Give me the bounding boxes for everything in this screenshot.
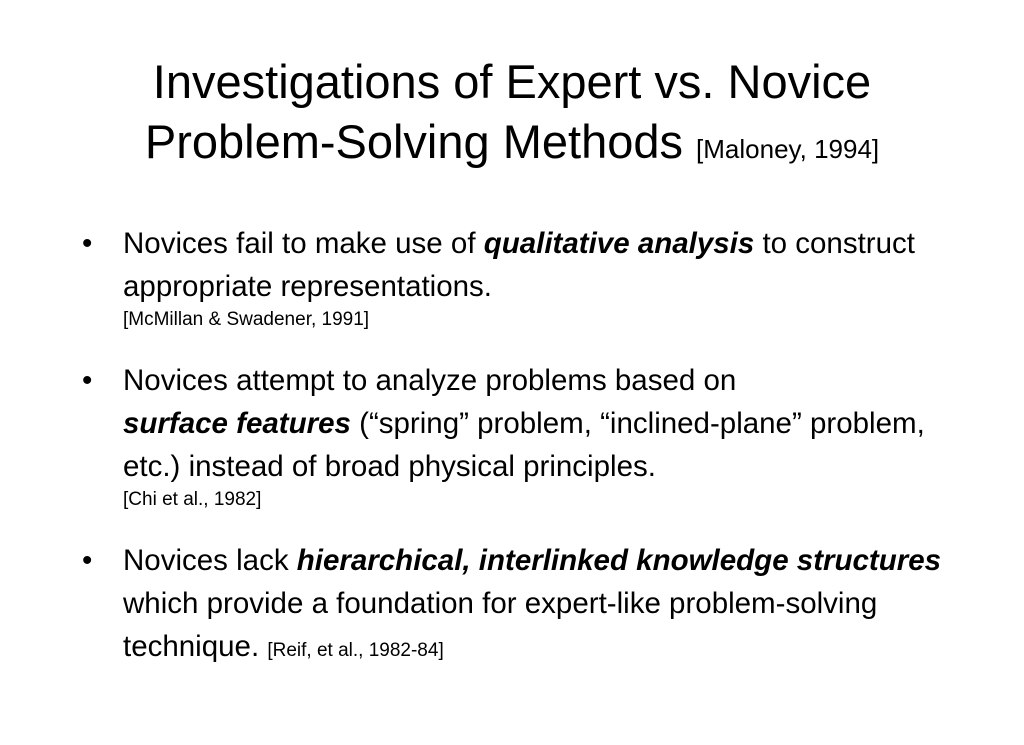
title-line-1: Investigations of Expert vs. Novice xyxy=(152,55,872,108)
bullet-text-continued: which provide a foundation for expert-like problem-solving technique. xyxy=(123,587,878,663)
bullet-marker: • xyxy=(82,364,93,397)
bullet-text-continued: (“spring” problem, “inclined-plane” problem, etc.) instead of broad physical principles. xyxy=(123,407,925,483)
bullet-text: Novices fail to make use of xyxy=(123,227,484,260)
title-line-2: Problem-Solving Methods xyxy=(144,115,683,168)
bullet-emphasis: qualitative analysis xyxy=(483,227,755,260)
bullet-text-continued: to construct appropriate representations. xyxy=(123,227,915,303)
bullet-text: Novices attempt to analyze problems based on xyxy=(123,364,737,397)
bullet-emphasis: hierarchical, interlinked knowledge structures xyxy=(296,544,942,577)
bullet-item-surface-features xyxy=(82,359,972,512)
title-citation: [Maloney, 1994] xyxy=(696,134,880,164)
slide-title xyxy=(0,52,1024,179)
bullet-item-knowledge-structures xyxy=(82,539,972,672)
bullet-marker: • xyxy=(82,227,93,260)
bullet-emphasis: surface features xyxy=(123,407,351,440)
bullet-citation: [Chi et al., 1982] xyxy=(123,489,262,510)
bullet-marker: • xyxy=(82,544,93,577)
bullet-item-qualitative-analysis xyxy=(82,222,972,332)
bullet-text: Novices lack xyxy=(123,544,297,577)
bullet-citation: [McMillan & Swadener, 1991] xyxy=(123,309,370,330)
bullet-citation: [Reif, et al., 1982-84] xyxy=(267,640,444,661)
bullet-list xyxy=(82,222,972,672)
